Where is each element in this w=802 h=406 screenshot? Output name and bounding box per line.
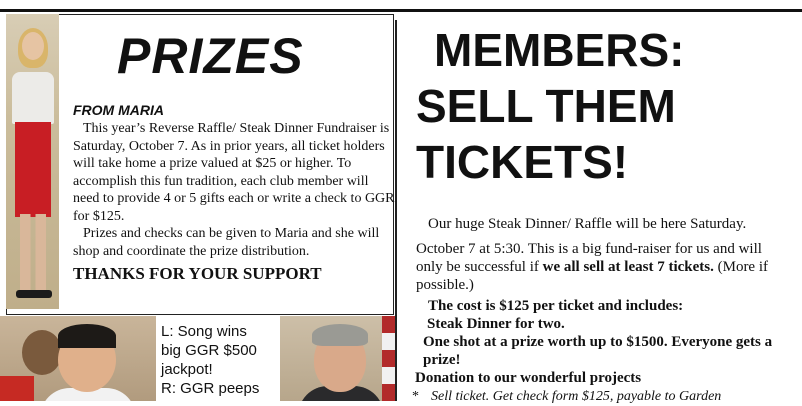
prizes-body [73,120,395,260]
ggr-photo [280,316,396,401]
thanks-line: THANKS FOR YOUR SUPPORT [73,264,322,283]
footer-text: Sell ticket. Get check form $125, payable to Garden [431,389,722,404]
raffle-body-text: October 7 at 5:30. This is a big fund-raiser for us and will only be successful if [416,241,762,275]
raffle-body-text: (More if possible.) [416,259,769,293]
ticket-cost: The cost is $125 per ticket and includes: [428,298,684,314]
footer-instruction [412,388,798,406]
song-photo [0,316,156,401]
raffle-intro: Our huge Steak Dinner/ Raffle will be here Saturday. [428,216,747,232]
photo-caption [161,322,279,398]
ticket-details [411,297,796,387]
ticket-donation: Donation to our wonderful projects [415,370,642,386]
raffle-body-emphasis: we all sell at least 7 tickets. [542,259,714,275]
prizes-subtitle: FROM MARIA [73,102,164,118]
maria-photo [6,14,59,309]
raffle-body [416,240,792,294]
members-title-line: TICKETS! [416,136,629,188]
members-title-line: SELL THEM [416,80,676,132]
caption-line: big GGR $500 [161,342,257,359]
bullet-star: * [412,389,419,404]
prizes-title: PRIZES [117,28,304,84]
prizes-paragraph-1: This year’s Reverse Raffle/ Steak Dinner Fundraiser is Saturday, October 7. As in prior years, all ticket holders will take home a prize valued at $25 or higher. To accomplish this fun tradition, each club member will need to provide 4 or 5 gifts each or write a check to GGR for $125. [73,121,395,224]
ticket-dinner: Steak Dinner for two. [427,316,565,332]
members-title-line: MEMBERS: [434,24,685,76]
prizes-paragraph-2: Prizes and checks can be given to Maria and she will shop and coordinate the prize distribution. [73,226,380,259]
top-rule [0,9,802,12]
column-divider [395,20,397,401]
ticket-prize: One shot at a prize worth up to $1500. Everyone gets a prize! [423,334,773,368]
caption-line: jackpot! [161,361,213,378]
members-title [416,22,684,190]
caption-line: L: Song wins [161,323,247,340]
caption-line: R: GGR peeps [161,380,260,397]
